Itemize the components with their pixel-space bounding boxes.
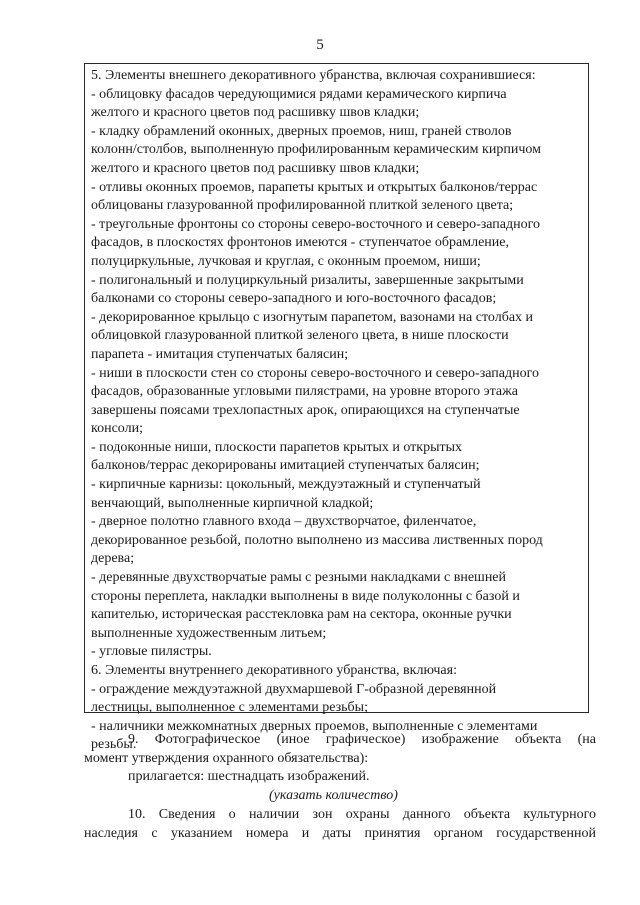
item-10-paragraph [84, 806, 596, 843]
box-text-line: - подоконные ниши, плоскости парапетов крытых и открытых [91, 439, 463, 455]
item-10-line-2: наследия с указанием номера и даты принятия органом государственной [84, 825, 596, 841]
box-text-line: 5. Элементы внешнего декоративного убранства, включая сохранившиеся: [91, 68, 536, 83]
box-text-line: облицовкой глазурованной плиткой зеленого цвета, в нише плоскости [91, 328, 509, 344]
box-text-line: колонн/столбов, выполненную профилированным керамическим кирпичом [91, 142, 541, 158]
box-text-line: - декорированное крыльцо с изогнутым парапетом, вазонами на столбах и [91, 309, 534, 325]
box-text-line: фасадов, в плоскостях фронтонов имеются - ступенчатое обрамление, [91, 235, 509, 251]
box-text-line: капителью, историческая расстекловка рам на сектора, оконные ручки [91, 607, 512, 623]
page-number: 5 [316, 37, 324, 53]
box-text-line: декорированное резьбой, полотно выполнено из массива лиственных пород [91, 532, 543, 548]
box-text-line: - кладку обрамлений оконных, дверных проемов, ниш, граней стволов [91, 123, 512, 139]
item-9-line-3: прилагается: шестнадцать изображений. [128, 769, 370, 785]
item-9-line-2: момент утверждения охранного обязательства): [84, 750, 369, 766]
box-text-line: резьбы. [91, 737, 137, 753]
box-text-line: желтого и красного цветов под расшивку швов кладки; [91, 105, 420, 121]
box-text-line: балконов/террас декорированы имитацией ступенчатых балясин; [91, 458, 480, 474]
box-text-line: - угловые пилястры. [91, 644, 212, 660]
item-10-line-1: 10. Сведения о наличии зон охраны данного объекта культурного [128, 807, 596, 822]
box-text-line: - отливы оконных проемов, парапеты крытых и открытых балконов/террас [91, 179, 538, 195]
item-9-quantity-note: (указать количество) [269, 787, 398, 803]
box-text-line: выполненные художественным литьем; [91, 625, 327, 641]
box-text-line: - ниши в плоскости стен со стороны северо-восточного и северо-западного [91, 365, 539, 381]
box-text-line: - дверное полотно главного входа – двухстворчатое, филенчатое, [91, 514, 477, 530]
box-text-line: консоли; [91, 421, 143, 437]
box-text-line: фасадов, образованные угловыми пилястрами, на уровне второго этажа [91, 384, 519, 400]
box-text-line: полуциркульные, лучковая и круглая, с оконным проемом, ниши; [91, 253, 481, 269]
box-text-line: - наличники межкомнатных дверных проемов, выполненные с элементами [91, 718, 538, 734]
box-text-line: - деревянные двухстворчатые рамы с резными накладками с внешней [91, 570, 507, 586]
box-text-line: - треугольные фронтоны со стороны северо-восточного и северо-западного [91, 216, 541, 232]
box-text-line: желтого и красного цветов под расшивку швов кладки; [91, 160, 420, 176]
box-text-line: парапета - имитация ступенчатых балясин; [91, 346, 349, 362]
box-text-line: - облицовку фасадов чередующимися рядами керамического кирпича [91, 86, 507, 102]
box-text-line: 6. Элементы внутреннего декоративного убранства, включая: [91, 663, 457, 678]
item-9-line-1: 9. Фотографическое (иное графическое) изображение объекта (на [128, 732, 596, 747]
box-text-line: - полигональный и полуциркульный ризалиты, завершенные закрытыми [91, 272, 524, 288]
item-9-paragraph [84, 731, 596, 805]
box-text-line: дерева; [91, 551, 135, 567]
box-text-line: - кирпичные карнизы: цокольный, междуэтажный и ступенчатый [91, 477, 481, 493]
box-text-line: завершены поясами трехлопастных арок, опирающихся на ступенчатые [91, 402, 520, 418]
box-text-line: лестницы, выполненное с элементами резьбы; [91, 700, 368, 716]
box-text-line: облицованы глазурованной профилированной плиткой зеленого цвета; [91, 198, 514, 214]
box-text-line: стороны переплета, накладки выполнены в виде полуколонны с базой и [91, 588, 520, 604]
box-text-line: венчающий, выполненные кирпичной кладкой; [91, 495, 374, 511]
box-text-line: балконами со стороны северо-западного и юго-восточного фасадов; [91, 291, 497, 307]
box-text-line: - ограждение междуэтажной двухмаршевой Г-образной деревянной [91, 681, 497, 697]
